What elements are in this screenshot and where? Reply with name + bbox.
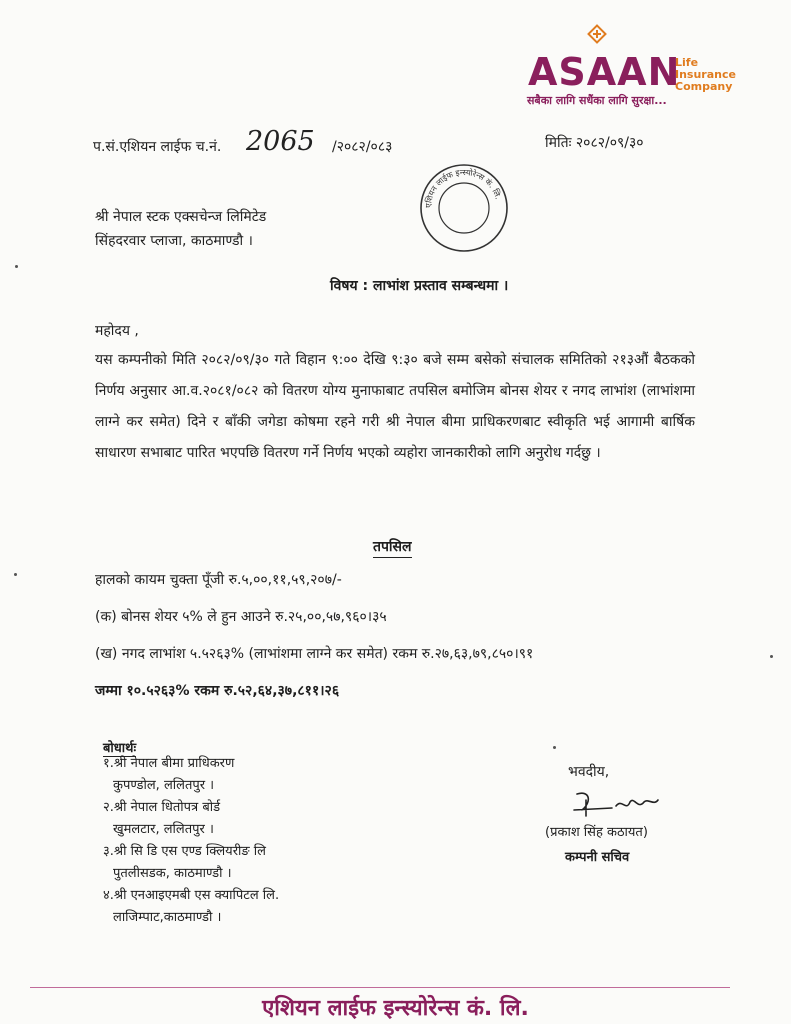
logo-tagline: सबैका लागि सधैंका लागि सुरक्षा...	[527, 94, 667, 107]
stamp-text: एशियन लाईफ इन्स्योरेन्स कं. लि.	[423, 167, 503, 209]
company-stamp	[418, 162, 510, 254]
logo-subtitle: Life Insurance Company	[675, 56, 736, 93]
cc-item-address: पुतलीसडक, काठमाण्डौ ।	[113, 866, 232, 881]
cc-item	[103, 797, 220, 841]
total-dividend-line: जम्मा १०.५२६३% रकम रु.५२,६४,३७,८११।२६	[95, 683, 340, 699]
cc-item	[103, 885, 279, 929]
reference-number: 2065	[246, 126, 315, 157]
scan-speck	[770, 655, 773, 658]
signer-designation: कम्पनी सचिव	[565, 850, 630, 865]
signer-name: (प्रकाश सिंह कठायत)	[545, 825, 648, 840]
salutation: महोदय ,	[95, 323, 139, 339]
cash-dividend-line: (ख) नगद लाभांश ५.५२६३% (लाभांशमा लाग्ने कर समेत) रकम रु.२७,६३,७९,८५०।९१	[95, 646, 534, 662]
footer-divider	[30, 987, 730, 988]
cc-heading: बोधार्थः	[103, 738, 136, 757]
company-logo: ASAAN	[528, 50, 681, 94]
cc-item	[103, 753, 234, 797]
cc-item-address: कुपण्डोल, ललितपुर ।	[113, 778, 215, 793]
recipient-name: श्री नेपाल स्टक एक्सचेन्ज लिमिटेड	[95, 209, 267, 225]
recipient-address	[95, 205, 266, 253]
closing-word: भवदीय,	[568, 764, 610, 780]
letter-date: मितिः २०८२/०९/३०	[545, 135, 644, 151]
cc-item-name: १.श्री नेपाल बीमा प्राधिकरण	[103, 756, 235, 771]
cc-item-address: लाजिम्पाट,काठमाण्डौ ।	[113, 910, 222, 925]
endless-knot-icon	[587, 24, 607, 44]
reference-fiscal-year: /२०८२/०८३	[332, 139, 393, 155]
recipient-location: सिंहदरवार प्लाजा, काठमाण्डौ ।	[95, 233, 253, 249]
scan-speck	[14, 573, 17, 576]
bonus-share-line: (क) बोनस शेयर ५% ले हुन आउने रु.२५,००,५७,९६०।३५	[95, 609, 387, 625]
svg-text:एशियन लाईफ इन्स्योरेन्स कं. लि	[423, 167, 503, 208]
scan-speck	[15, 265, 18, 268]
cc-item-name: २.श्री नेपाल धितोपत्र बोर्ड	[103, 800, 221, 815]
cc-item-address: खुमलटार, ललितपुर ।	[113, 822, 214, 837]
handwritten-signature	[572, 788, 662, 818]
cc-item	[103, 841, 266, 885]
paid-up-capital: हालको कायम चुक्ता पूँजी रु.५,००,११,५९,२०७/-	[95, 572, 342, 588]
cc-item-name: ४.श्री एनआइएमबी एस क्यापिटल लि.	[103, 888, 280, 903]
scan-speck	[553, 746, 556, 749]
schedule-heading: तपसिल	[373, 537, 412, 558]
letter-body: यस कम्पनीको मिति २०८२/०९/३० गते विहान ९:०० देखि ९:३० बजे सम्म बसेको संचालक समितिको २१३औं बैठकको निर्णय अनुसार आ.व.२०८१/०८२ को वितरण योग्य मुनाफाबाट तपसिल बमोजिम बोनस शेयर र नगद लाभांश (लाभांशमा लाग्ने कर समेत) दिने र बाँकी जगेडा कोषमा रहने गरी श्री नेपाल बीमा प्राधिकरणबाट स्वीकृति भई आगामी बार्षिक साधारण सभाबाट पारित भएपछि वितरण गर्ने निर्णय भएको व्यहोरा जानकारीको लागि अनुरोध गर्दछु ।	[95, 352, 695, 461]
reference-prefix: प.सं.एशियन लाईफ च.नं.	[93, 139, 222, 155]
footer-company-name: एशियन लाईफ इन्स्योरेन्स कं. लि.	[262, 996, 529, 1021]
cc-item-name: ३.श्री सि डि एस एण्ड क्लियरीङ लि	[103, 844, 266, 859]
subject-line: विषय : लाभांश प्रस्ताव सम्बन्धमा ।	[330, 278, 509, 294]
